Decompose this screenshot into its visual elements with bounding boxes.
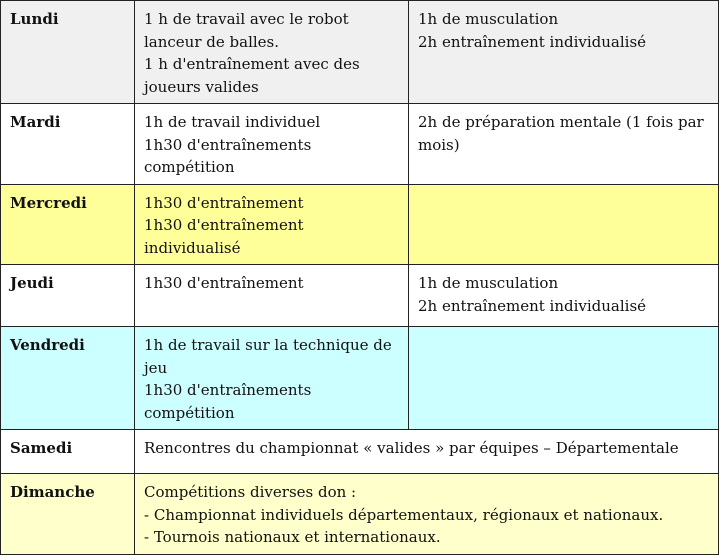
table-row-vendredi <box>1 327 719 430</box>
training-cell <box>135 265 409 327</box>
extra-training-cell <box>409 265 719 327</box>
training-cell <box>135 1 409 104</box>
cell-line: 1h de musculation <box>418 274 559 292</box>
table-row-dimanche <box>1 474 719 555</box>
day-label: Mardi <box>1 104 135 185</box>
cell-line: 1h30 d'entraînements compétition <box>144 381 312 422</box>
table-row-jeudi <box>1 265 719 327</box>
cell-line: 1h de musculation <box>418 10 559 28</box>
table-row-mardi <box>1 104 719 185</box>
cell-line: 1 h de travail avec le robot lanceur de balles. <box>144 10 349 51</box>
training-cell <box>135 104 409 185</box>
extra-training-cell <box>409 1 719 104</box>
day-label: Jeudi <box>1 265 135 327</box>
table-row-samedi <box>1 430 719 474</box>
day-label: Lundi <box>1 1 135 104</box>
cell-line: 1h30 d'entraînements compétition <box>144 135 312 176</box>
day-label: Dimanche <box>1 474 135 555</box>
day-label: Mercredi <box>1 184 135 265</box>
table-row-lundi <box>1 1 719 104</box>
day-label: Samedi <box>1 430 135 474</box>
training-cell <box>135 327 409 430</box>
cell-line: 1h30 d'entraînement <box>144 193 304 212</box>
cell-line: - Championnat individuels départementaux, régionaux et nationaux. <box>144 505 664 524</box>
cell-line: - Tournois nationaux et internationaux. <box>144 528 441 546</box>
cell-line: 2h entraînement individualisé <box>418 296 647 315</box>
cell-line: 2h entraînement individualisé <box>418 32 647 51</box>
cell-line: 1h30 d'entraînement <box>144 274 304 292</box>
competition-cell <box>135 430 719 474</box>
cell-line: Rencontres du championnat « valides » par équipes – Départementale <box>144 439 679 457</box>
table-row-mercredi <box>1 184 719 265</box>
training-cell <box>135 184 409 265</box>
cell-line: Compétitions diverses don : <box>144 483 357 501</box>
cell-line: 2h de préparation mentale (1 fois par mois) <box>418 113 704 154</box>
cell-line: 1h de travail sur la technique de jeu <box>144 336 392 377</box>
cell-line: 1h de travail individuel <box>144 113 321 131</box>
cell-line: 1 h d'entraînement avec des joueurs valides <box>144 55 360 96</box>
cell-line: 1h30 d'entraînement individualisé <box>144 216 304 257</box>
competition-cell <box>135 474 719 555</box>
extra-training-cell <box>409 327 719 430</box>
extra-training-cell <box>409 104 719 185</box>
extra-training-cell <box>409 184 719 265</box>
day-label: Vendredi <box>1 327 135 430</box>
